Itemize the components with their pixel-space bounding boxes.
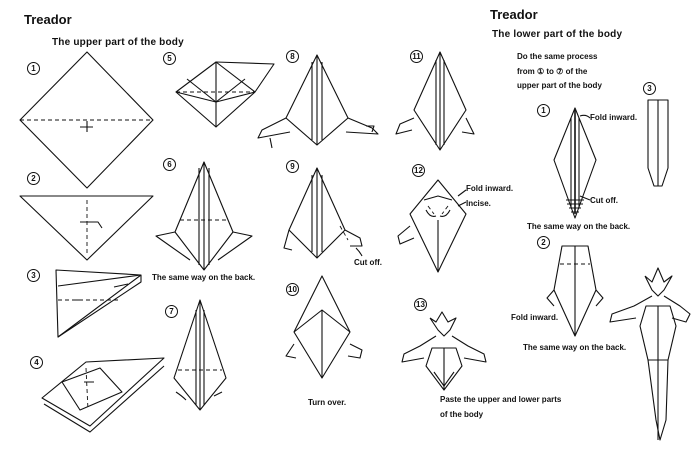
lower-step-3-diagram — [648, 100, 668, 186]
lower-subtitle: The lower part of the body — [492, 29, 623, 40]
lower-step-1-diagram — [554, 108, 596, 218]
note-incise: Incise. — [466, 199, 491, 208]
step-number-4: 4 — [30, 356, 43, 369]
step-5-diagram — [176, 62, 274, 127]
step-number-8: 8 — [286, 50, 299, 63]
upper-subtitle: The upper part of the body — [52, 37, 184, 48]
lower-step-2-diagram — [547, 246, 603, 336]
step-10-diagram — [286, 276, 362, 378]
step-number-13: 13 — [414, 298, 427, 311]
lower-instruction-2: from ① to ⑦ of the — [517, 67, 588, 76]
note-fold-inward-12: Fold inward. — [466, 184, 514, 193]
step-13-diagram — [402, 312, 486, 390]
step-8-diagram — [258, 55, 378, 148]
lower-instruction-1: Do the same process — [517, 52, 598, 61]
lower-step-number-1: 1 — [537, 104, 550, 117]
step-number-3: 3 — [27, 269, 40, 282]
lower-step-number-2: 2 — [537, 236, 550, 249]
note-cut-off-l1: Cut off. — [590, 196, 618, 205]
note-same-back-upper: The same way on the back. — [152, 273, 256, 282]
note-fold-inward-l2: Fold inward. — [511, 313, 559, 322]
step-2-diagram — [20, 196, 153, 260]
note-turn-over: Turn over. — [308, 398, 347, 407]
step-number-1: 1 — [27, 62, 40, 75]
step-number-10: 10 — [286, 283, 299, 296]
note-paste-1: Paste the upper and lower parts — [440, 395, 562, 404]
step-number-2: 2 — [27, 172, 40, 185]
step-number-12: 12 — [412, 164, 425, 177]
note-paste-2: of the body — [440, 410, 484, 419]
step-1-diagram — [20, 52, 153, 188]
step-4-diagram — [42, 358, 164, 432]
step-number-11: 11 — [410, 50, 423, 63]
step-7-diagram — [174, 300, 226, 410]
lower-step-number-3: 3 — [643, 82, 656, 95]
note-same-back-l2: The same way on the back. — [523, 343, 627, 352]
lower-title: Treador — [490, 7, 538, 22]
step-number-7: 7 — [165, 305, 178, 318]
note-fold-inward-l1: Fold inward. — [590, 113, 638, 122]
lower-instruction-3: upper part of the body — [517, 81, 602, 90]
step-11-diagram — [396, 52, 474, 150]
step-12-diagram — [398, 180, 466, 272]
step-number-5: 5 — [163, 52, 176, 65]
step-number-6: 6 — [163, 158, 176, 171]
step-number-9: 9 — [286, 160, 299, 173]
note-cut-off-9: Cut off. — [354, 258, 382, 267]
note-same-back-l1: The same way on the back. — [527, 222, 631, 231]
finished-treador-figure — [610, 268, 690, 440]
step-9-diagram — [284, 168, 362, 258]
step-6-diagram — [156, 162, 252, 270]
step-3-diagram — [56, 270, 141, 337]
upper-title: Treador — [24, 12, 72, 27]
